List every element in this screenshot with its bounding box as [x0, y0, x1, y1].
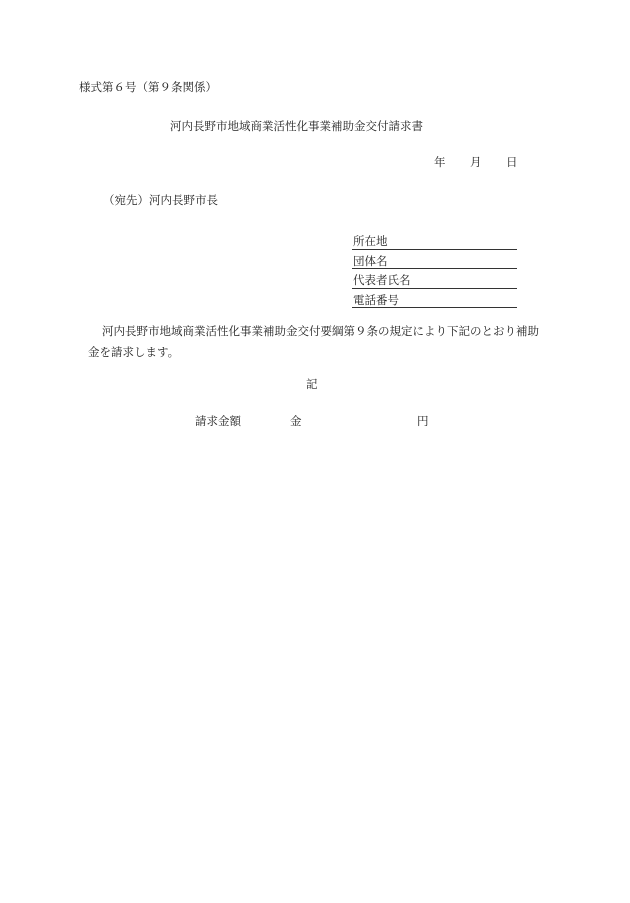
amount-kin-label: 金 — [290, 414, 302, 428]
amount-yen-label: 円 — [417, 414, 429, 428]
applicant-representative-label: 代表者氏名 — [353, 273, 411, 287]
request-statement: 河内長野市地域商業活性化事業補助金交付要綱第９条の規定により下記のとおり補助金を請求します。 — [88, 324, 539, 359]
date-day-label: 日 — [506, 155, 518, 169]
applicant-info-block — [352, 230, 517, 308]
applicant-representative-field — [352, 269, 517, 289]
applicant-address-field — [352, 230, 517, 250]
document-title: 河内長野市地域商業活性化事業補助金交付請求書 — [170, 119, 423, 133]
applicant-organization-field — [352, 250, 517, 270]
request-amount-label: 請求金額 — [195, 414, 241, 428]
date-year-label: 年 — [434, 155, 446, 169]
addressee: （宛先）河内長野市長 — [103, 193, 218, 207]
applicant-address-label: 所在地 — [353, 234, 388, 248]
applicant-phone-label: 電話番号 — [353, 292, 399, 307]
applicant-organization-label: 団体名 — [353, 253, 388, 268]
applicant-phone-field — [352, 289, 517, 309]
ki-heading: 記 — [306, 377, 318, 391]
date-month-label: 月 — [470, 155, 482, 169]
form-number: 様式第６号（第９条関係） — [79, 80, 217, 94]
